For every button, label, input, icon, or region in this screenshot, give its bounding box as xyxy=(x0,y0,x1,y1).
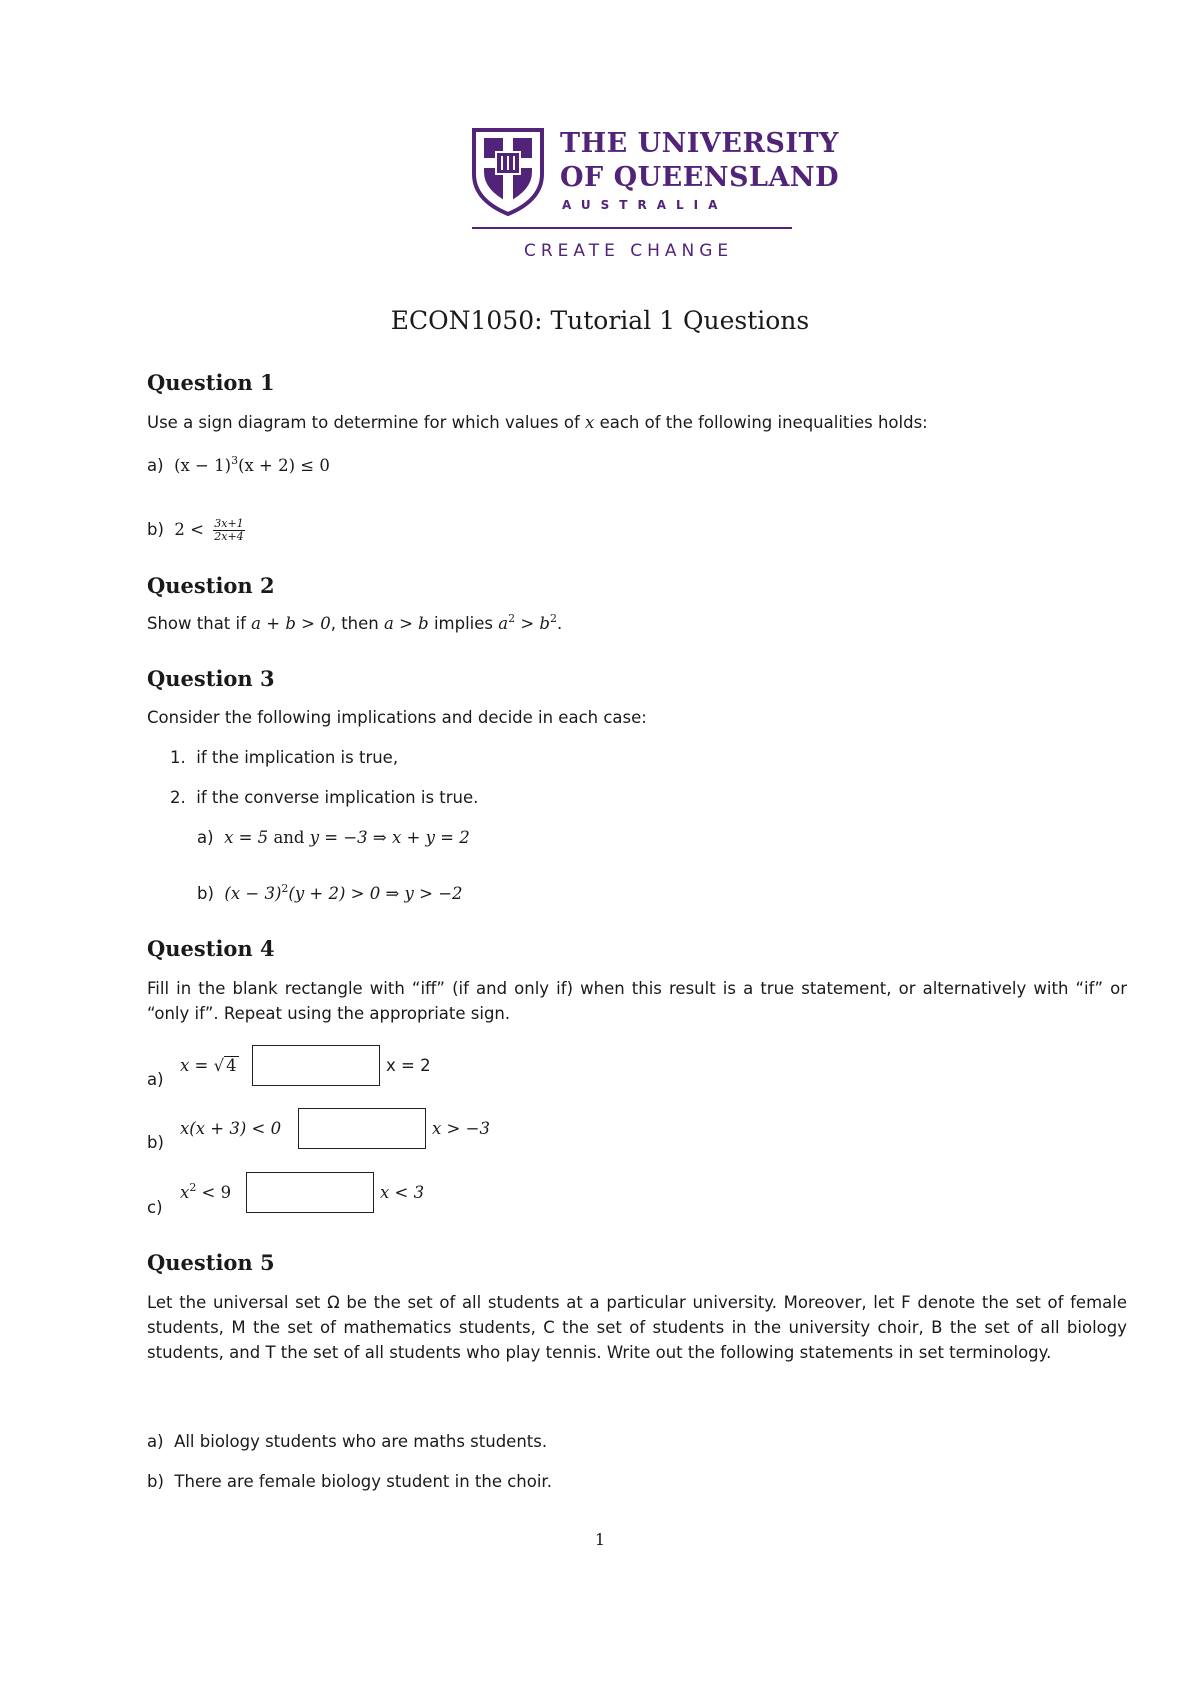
q4-c-blank-box[interactable] xyxy=(246,1172,374,1213)
fraction: $\frac{3x+1}{2x+4}$ xyxy=(214,517,244,543)
q4-c-label: c) xyxy=(147,1198,163,1217)
crest-icon xyxy=(472,128,544,216)
q4-a-label: a) xyxy=(147,1070,164,1089)
q4-a-left: x = √ 4 xyxy=(180,1056,237,1075)
q3-part-a: a) x = 5 and y = −3 ⇒ x + y = 2 xyxy=(197,828,470,847)
q3-heading: Question 3 xyxy=(147,666,275,691)
q4-c-left: $x^2 < 9$ xyxy=(180,1181,232,1202)
q3-item-2: 2. if the converse implication is true. xyxy=(170,788,479,807)
q1-part-b: b) 2 < $\frac{3x+1}{2x+4}$ xyxy=(147,517,244,543)
logo-line-1: THE UNIVERSITY xyxy=(560,128,839,159)
page-title: ECON1050: Tutorial 1 Questions xyxy=(390,306,810,335)
q1-heading: Question 1 xyxy=(147,370,275,395)
q4-b-right: x > −3 xyxy=(432,1119,490,1138)
logo-tagline: CREATE CHANGE xyxy=(524,241,734,261)
q4-a-blank-box[interactable] xyxy=(252,1045,380,1086)
q1-intro: Use a sign diagram to determine for which values of x each of the following inequalities holds: xyxy=(147,413,928,432)
q4-b-label: b) xyxy=(147,1133,164,1152)
q1-part-a: a) $(x - 1)^3(x + 2) \le 0$ xyxy=(147,454,330,475)
q4-a-right: x = 2 xyxy=(386,1056,431,1075)
q3-part-b: b) $(x - 3)^2(y + 2) > 0$ ⇒ y > −2 xyxy=(197,882,463,903)
q2-text: Show that if a + b > 0, then a > b implies $a^2 > b^2$. xyxy=(147,612,563,633)
q5-heading: Question 5 xyxy=(147,1250,275,1275)
q2-sq-2: 2 xyxy=(550,612,557,625)
page-number: 1 xyxy=(594,1530,606,1549)
logo-line-2: OF QUEENSLAND xyxy=(560,162,840,193)
logo-country: AUSTRALIA xyxy=(562,198,728,212)
q3-item-1: 1. if the implication is true, xyxy=(170,748,399,767)
logo-divider xyxy=(472,227,792,229)
q3-intro: Consider the following implications and decide in each case: xyxy=(147,708,647,727)
q2-heading: Question 2 xyxy=(147,573,275,598)
q4-c-right: x < 3 xyxy=(380,1183,425,1202)
q5-part-a: a) All biology students who are maths students. xyxy=(147,1432,548,1451)
q4-b-blank-box[interactable] xyxy=(298,1108,426,1149)
university-logo xyxy=(472,128,840,263)
q4-heading: Question 4 xyxy=(147,936,275,961)
q4-b-left: x(x + 3) < 0 xyxy=(180,1119,282,1138)
q4-instructions: Fill in the blank rectangle with “iff” (if and only if) when this result is a true statement, or alternatively with “if” or “only if”. Repeat using the appropriate sign. xyxy=(147,979,1127,1023)
q5-part-b: b) There are female biology student in the choir. xyxy=(147,1472,552,1491)
q5-paragraph: Let the universal set Ω be the set of all students at a particular university. Moreover, let F denote the set of female students, M the set of mathematics students, C the set of students in the university choir, B the set of all biology students, and T the set of all students who play tennis. Write out the following statements in set terminology. xyxy=(147,1293,1127,1362)
